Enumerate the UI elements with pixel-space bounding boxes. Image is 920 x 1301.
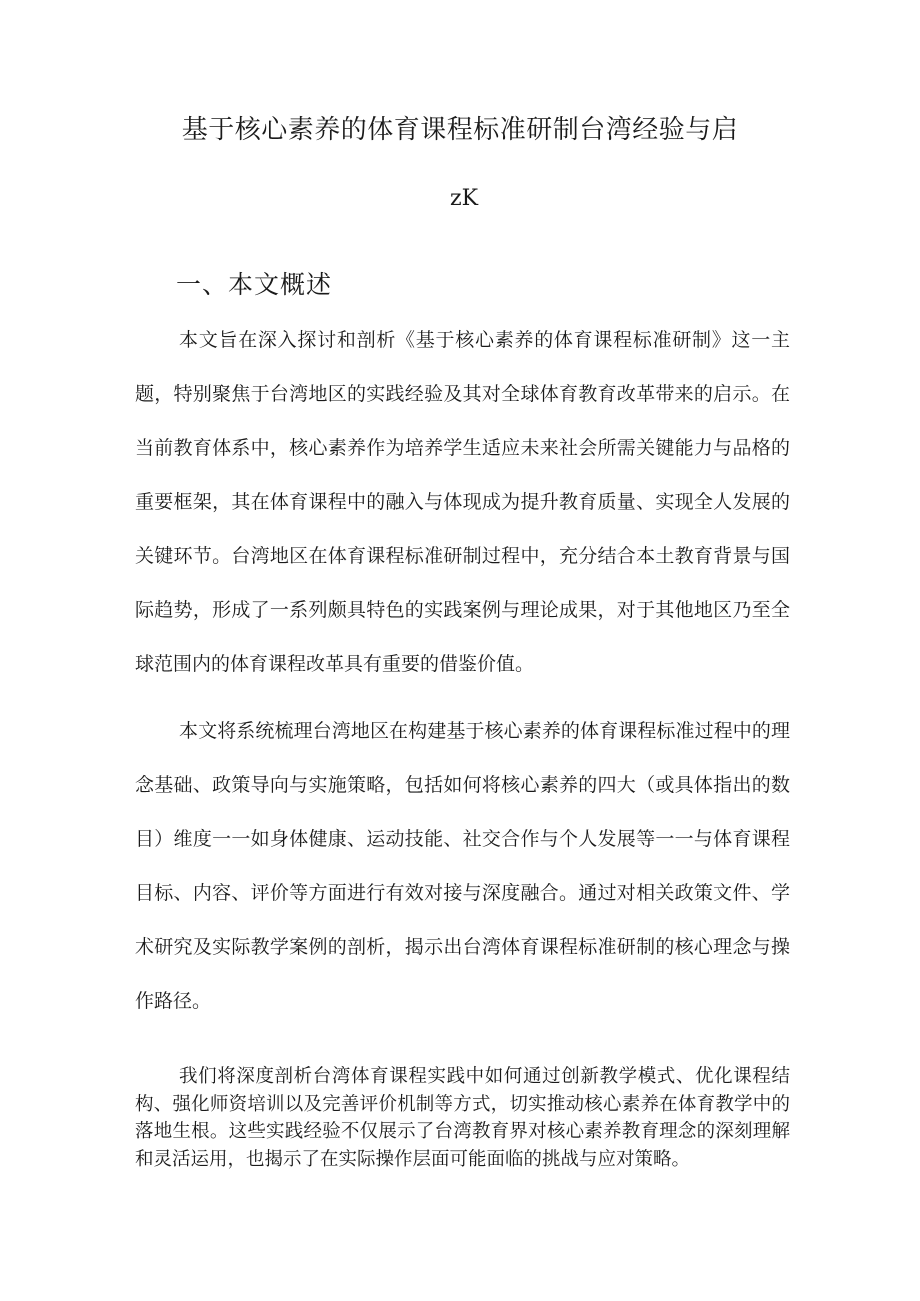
paragraph-3: 我们将深度剖析台湾体育课程实践中如何通过创新教学模式、优化课程结构、强化师资培训以及完善评价机制等方式，切实推动核心素养在体育教学中的落地生根。这些实践经验不仅展示了台湾教育界对核心素养教育理念的深刻理解和灵活运用，也揭示了在实际操作层面可能面临的挑战与应对策略。 xyxy=(135,1066,790,1170)
document-author: zK xyxy=(449,186,479,211)
paragraph-2: 本文将系统梳理台湾地区在构建基于核心素养的体育课程标准过程中的理念基础、政策导向与实施策略，包括如何将核心素养的四大（或具体指出的数目）维度一一如身体健康、运动技能、社交合作与个人发展等一一与体育课程目标、内容、评价等方面进行有效对接与深度融合。通过对相关政策文件、学术研究及实际教学案例的剖析，揭示出台湾体育课程标准研制的核心理念与操作路径。 xyxy=(135,720,790,1012)
paragraph-1: 本文旨在深入探讨和剖析《基于核心素养的体育课程标准研制》这一主题，特别聚焦于台湾地区的实践经验及其对全球体育教育改革带来的启示。在当前教育体系中，核心素养作为培养学生适应未来社会所需关键能力与品格的重要框架，其在体育课程中的融入与体现成为提升教育质量、实现全人发展的关键环节。台湾地区在体育课程标准研制过程中，充分结合本土教育背景与国际趋势，形成了一系列颇具特色的实践案例与理论成果，对于其他地区乃至全球范围内的体育课程改革具有重要的借鉴价值。 xyxy=(135,329,790,675)
section-heading: 一、本文概述 xyxy=(176,270,333,299)
document-title: 基于核心素养的体育课程标准研制台湾经验与启 xyxy=(181,115,739,145)
